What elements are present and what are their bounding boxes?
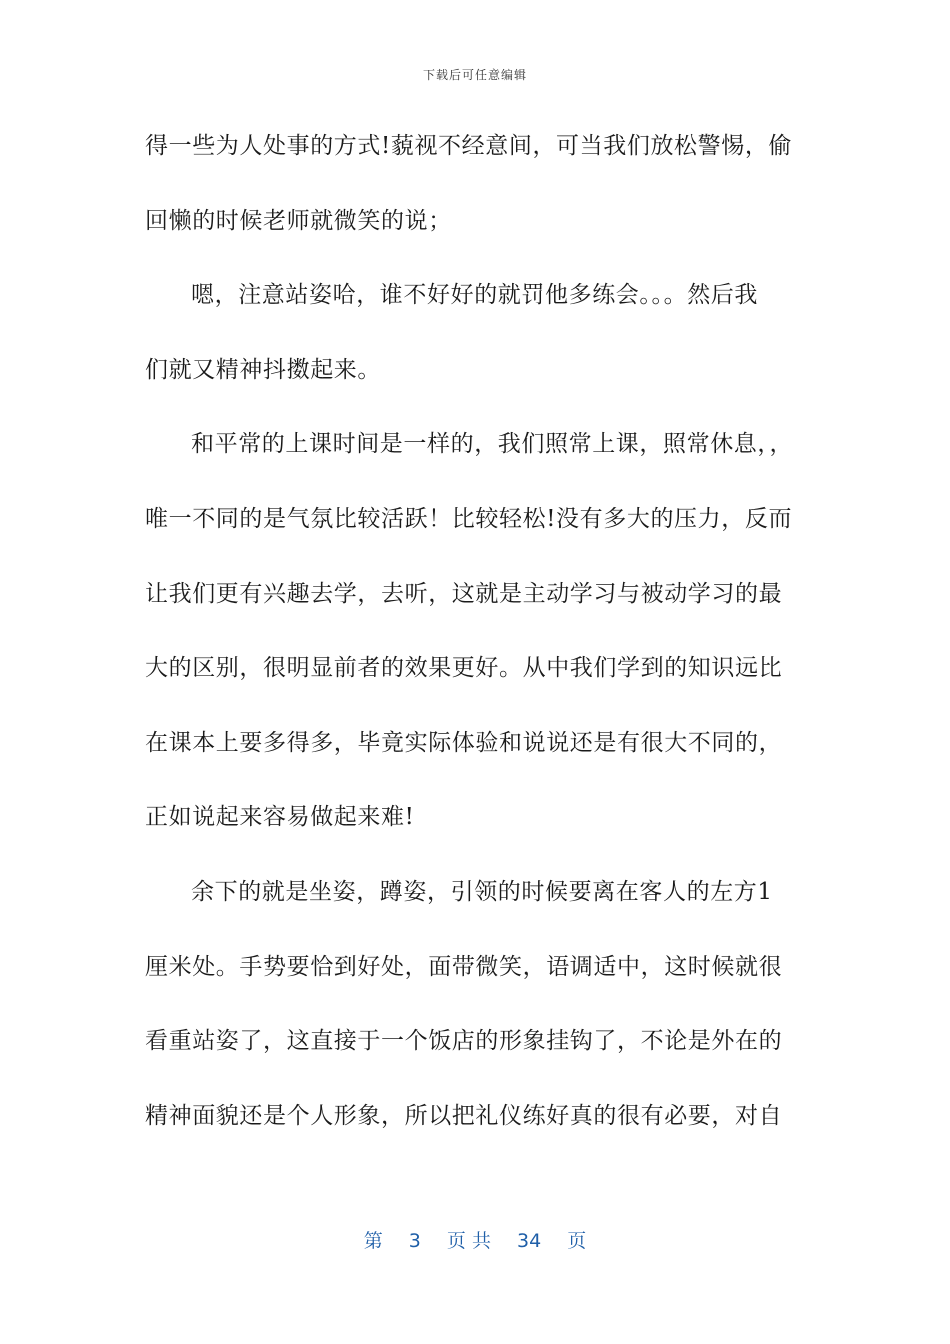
text-line: 厘米处。手势要恰到好处，面带微笑，语调适中，这时候就很 — [145, 953, 783, 980]
text-line: 让我们更有兴趣去学，去听，这就是主动学习与被动学习的最 — [145, 580, 783, 607]
document-body — [145, 120, 805, 1164]
text-line: 正如说起来容易做起来难! — [145, 804, 415, 831]
text-line: 在课本上要多得多，毕竟实际体验和说说还是有很大不同的， — [145, 729, 783, 756]
text-line: 得一些为人处事的方式!藐视不经意间，可当我们放松警惕，偷 — [145, 133, 793, 159]
text-line: 余下的就是坐姿，蹲姿，引领的时候要离在客人的左方1 — [191, 878, 773, 905]
page-footer — [0, 1226, 950, 1253]
footer-label-total: 页 共 — [446, 1230, 491, 1252]
text-line: 唯一不同的是气氛比较活跃！比较轻松!没有多大的压力，反而 — [145, 505, 793, 532]
footer-label-page: 第 — [363, 1230, 383, 1252]
text-line: 们就又精神抖擞起来。 — [145, 356, 381, 383]
footer-total-pages: 34 — [517, 1230, 542, 1252]
header-text: 下载后可任意编辑 — [422, 68, 527, 82]
text-line: 回懒的时候老师就微笑的说； — [145, 207, 452, 234]
text-line: 嗯，注意站姿哈，谁不好好的就罚他多练会。。。然后我 — [191, 282, 758, 309]
footer-label-end: 页 — [567, 1230, 587, 1252]
footer-current-page: 3 — [408, 1230, 421, 1252]
text-line: 和平常的上课时间是一样的，我们照常上课，照常休息，， — [191, 431, 794, 458]
page-header — [0, 66, 950, 83]
text-line: 大的区别，很明显前者的效果更好。从中我们学到的知识远比 — [145, 655, 783, 682]
text-line: 看重站姿了，这直接于一个饭店的形象挂钩了，不论是外在的 — [145, 1028, 783, 1055]
text-line: 精神面貌还是个人形象，所以把礼仪练好真的很有必要，对自 — [145, 1102, 783, 1129]
